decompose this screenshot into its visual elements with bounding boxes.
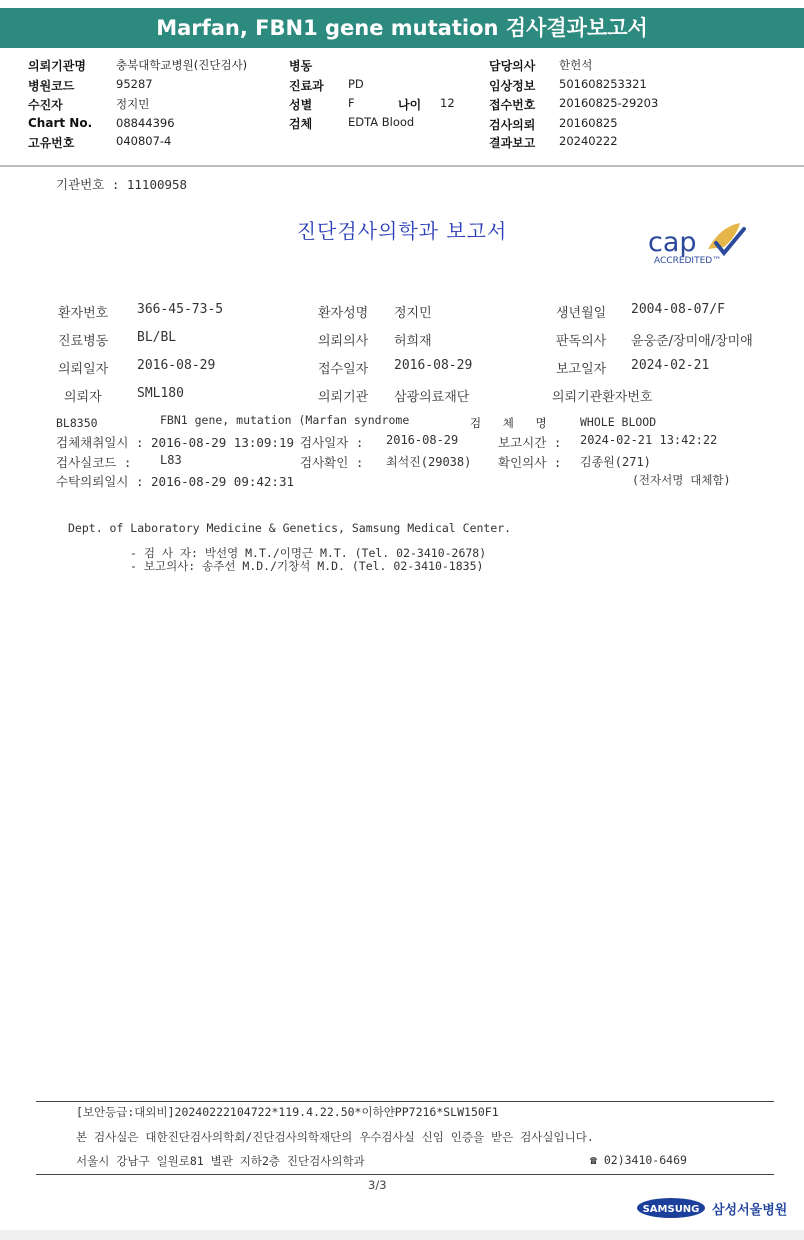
org-number: 기관번호 : 11100958 xyxy=(56,177,188,192)
info-block xyxy=(0,0,804,165)
lab-code-label: 검사실코드 : xyxy=(56,455,132,470)
patient-value: 2016-08-29 xyxy=(137,358,216,373)
info-label: 수진자 xyxy=(28,98,63,112)
info-label: 성별 xyxy=(289,98,313,112)
consign-datetime: 수탁의뢰일시 : 2016-08-29 09:42:31 xyxy=(56,474,295,489)
specimen-value: WHOLE BLOOD xyxy=(580,415,657,429)
info-label: 병원코드 xyxy=(28,79,75,93)
certification-text: 본 검사실은 대한진단검사의학회/진단검사의학재단의 우수검사실 신임 인증을 받은 검사실입니다. xyxy=(76,1130,594,1144)
page-number: 3/3 xyxy=(368,1178,387,1192)
e-signature-note: (전자서명 대체함) xyxy=(632,473,731,487)
patient-label: 환자번호 xyxy=(58,306,109,321)
patient-label: 의뢰기관 xyxy=(318,390,369,405)
samsung-logo-text: SAMSUNG xyxy=(642,1204,700,1215)
patient-value: 윤웅준/장미애/장미애 xyxy=(631,334,753,349)
test-name: FBN1 gene, mutation (Marfan syndrome xyxy=(160,413,410,427)
lab-address: 서울시 강남구 일원로81 별관 지하2층 진단검사의학과 xyxy=(76,1154,365,1168)
report-time-value: 2024-02-21 13:42:22 xyxy=(580,433,718,447)
patient-value: 2016-08-29 xyxy=(394,358,473,373)
confirm-doctor-label: 확인의사 : xyxy=(498,455,562,470)
info-label: 고유번호 xyxy=(28,136,75,150)
info-value: 충북대학교병원(진단검사) xyxy=(116,58,248,72)
patient-value: BL/BL xyxy=(137,330,177,345)
info-value: 정지민 xyxy=(116,97,150,111)
security-line: [보안등급:대외비]20240222104722*119.4.22.50*이하얀PP7216*SLW150F1 xyxy=(76,1105,499,1119)
patient-label: 접수일자 xyxy=(318,362,369,377)
staff-tester: - 검 사 자: 박선영 M.T./이명근 M.T. (Tel. 02-3410-2678) xyxy=(130,546,487,560)
test-code: BL8350 xyxy=(56,416,98,430)
info-label: 의뢰기관명 xyxy=(28,59,86,73)
patient-label: 의뢰자 xyxy=(64,390,102,405)
info-value: EDTA Blood xyxy=(348,115,415,129)
patient-value: 정지민 xyxy=(394,306,432,321)
info-value: 501608253321 xyxy=(559,77,647,91)
info-value: 12 xyxy=(440,96,455,110)
cap-logo-text: cap xyxy=(648,227,697,258)
info-label: 결과보고 xyxy=(489,136,536,150)
info-value: 20160825-29203 xyxy=(559,96,659,110)
staff-reporter: - 보고의사: 송주선 M.D./기창석 M.D. (Tel. 02-3410-1835) xyxy=(130,559,484,573)
patient-label: 생년월일 xyxy=(556,306,607,321)
info-label: 접수번호 xyxy=(489,98,536,112)
cap-accredited-logo xyxy=(640,219,750,269)
patient-label: 판독의사 xyxy=(556,334,607,349)
patient-value: 2004-08-07/F xyxy=(631,302,725,317)
report-header-title: Marfan, FBN1 gene mutation 검사결과보고서 xyxy=(156,16,648,40)
confirm-doctor-value: 김종원(271) xyxy=(580,455,651,469)
info-value: 95287 xyxy=(116,77,153,91)
patient-label: 의뢰기관환자번호 xyxy=(552,390,653,405)
patient-label: 의뢰일자 xyxy=(58,362,109,377)
report-time-label: 보고시간 : xyxy=(498,435,562,450)
info-label: 담당의사 xyxy=(489,59,536,73)
dept-name: Dept. of Laboratory Medicine & Genetics, Samsung Medical Center. xyxy=(68,521,512,535)
info-label: 검사의뢰 xyxy=(489,118,536,132)
patient-label: 진료병동 xyxy=(58,334,109,349)
info-value: 08844396 xyxy=(116,116,175,130)
test-date-value: 2016-08-29 xyxy=(386,433,459,447)
hospital-name: 삼성서울병원 xyxy=(712,1203,788,1218)
test-check-value: 최석진(29038) xyxy=(386,455,472,469)
report-title: 진단검사의학과 보고서 xyxy=(296,219,508,243)
info-label: Chart No. xyxy=(28,116,93,130)
report-document xyxy=(0,167,804,1230)
lab-phone: ☎ 02)3410-6469 xyxy=(590,1153,687,1167)
patient-value: 허희재 xyxy=(394,334,432,349)
patient-value: 366-45-73-5 xyxy=(137,302,224,317)
info-value: 20160825 xyxy=(559,116,618,130)
test-check-label: 검사확인 : xyxy=(300,455,364,470)
info-value: 20240222 xyxy=(559,134,618,148)
bottom-strip xyxy=(0,1230,804,1240)
specimen-label: 검 체 명 xyxy=(470,416,556,430)
patient-value: SML180 xyxy=(137,386,184,401)
lab-code-value: L83 xyxy=(160,453,182,467)
info-value: 한헌석 xyxy=(559,58,593,72)
info-label: 임상정보 xyxy=(489,79,536,93)
info-value: F xyxy=(348,96,355,110)
patient-label: 보고일자 xyxy=(556,362,607,377)
info-label: 검체 xyxy=(289,117,313,131)
info-value: PD xyxy=(348,77,364,91)
cap-logo-subtext: ACCREDITED™ xyxy=(654,256,722,266)
info-label: 나이 xyxy=(398,98,422,112)
info-label: 진료과 xyxy=(289,79,324,93)
info-label: 병동 xyxy=(289,59,313,73)
patient-label: 환자성명 xyxy=(318,306,369,321)
samsung-logo xyxy=(636,1197,706,1219)
test-date-label: 검사일자 : xyxy=(300,435,364,450)
patient-value: 2024-02-21 xyxy=(631,358,710,373)
footer-top-line xyxy=(36,1101,774,1102)
collection-datetime: 검체채취일시 : 2016-08-29 13:09:19 xyxy=(56,435,295,450)
footer-bottom-line xyxy=(36,1174,774,1175)
patient-label: 의뢰의사 xyxy=(318,334,369,349)
info-value: 040807-4 xyxy=(116,134,172,148)
patient-value: 삼광의료재단 xyxy=(394,390,470,405)
samsung-logo-ellipse xyxy=(636,1197,706,1219)
